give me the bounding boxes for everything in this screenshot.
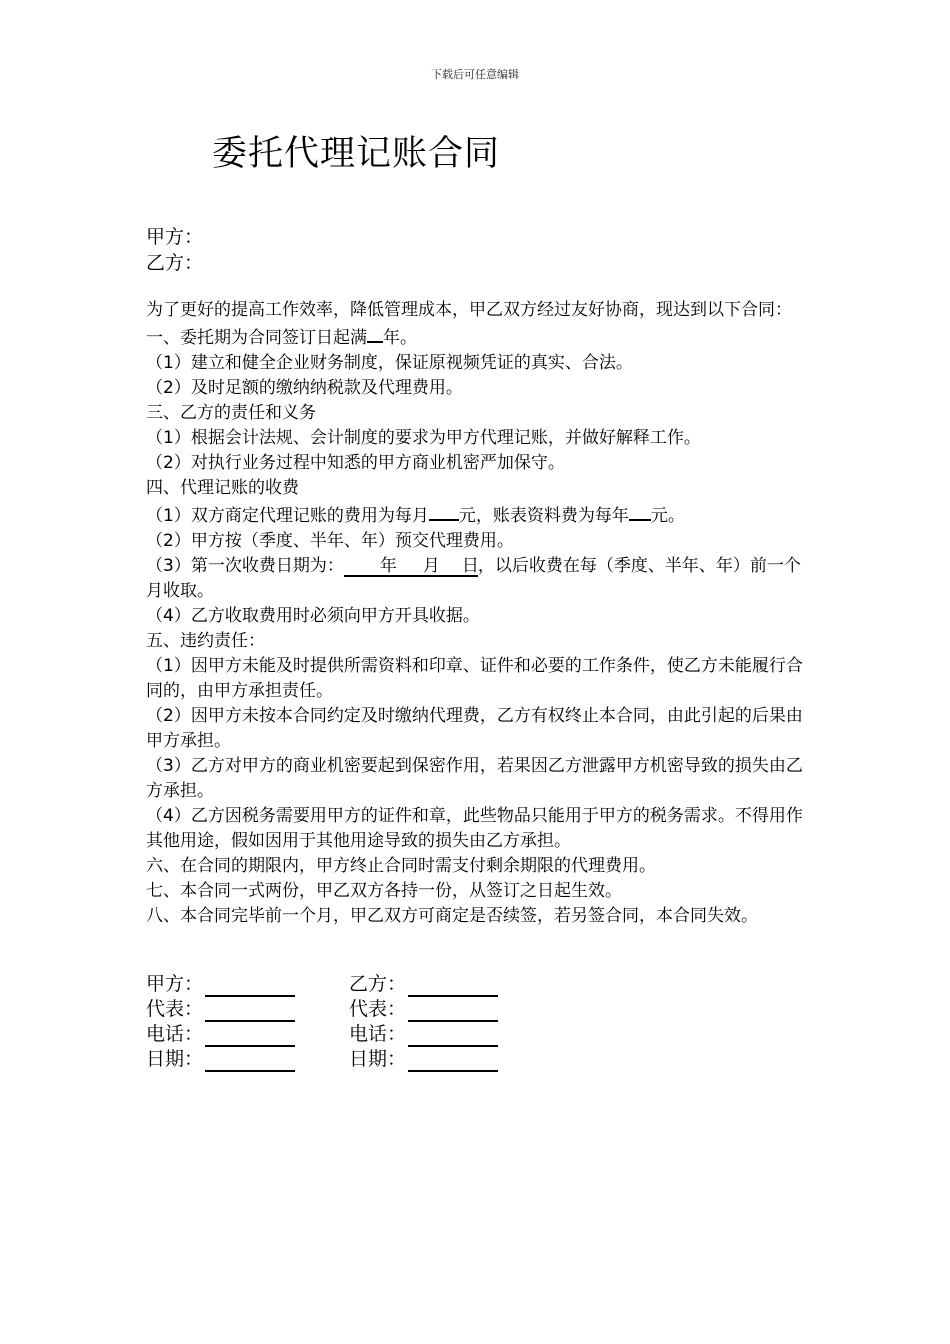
party-a-phone-blank[interactable]	[205, 1027, 295, 1047]
clause-5-heading: 五、违约责任：	[146, 631, 265, 651]
party-b-label: 乙方：	[146, 252, 204, 274]
party-a-label: 甲方：	[146, 226, 204, 248]
party-a-sign-label: 甲方：	[146, 973, 204, 995]
clause-4-item-4: （4）乙方收取费用时必须向甲方开具收据。	[146, 606, 480, 626]
signature-row	[146, 972, 552, 997]
contract-body	[146, 298, 810, 929]
party-a-sign-blank[interactable]	[205, 977, 295, 997]
signature-row	[146, 997, 552, 1022]
clause-1-text: 一、委托期为合同签订日起满	[146, 328, 367, 348]
fee-text-b: 元，账表资料费为每年	[458, 506, 629, 526]
party-a-rep-label: 代表：	[146, 998, 204, 1020]
first-payment-text: （3）第一次收费日期为：	[146, 556, 344, 576]
signature-row	[146, 1022, 552, 1047]
party-a-phone-label: 电话：	[146, 1023, 204, 1045]
party-a-rep-blank[interactable]	[205, 1002, 295, 1022]
party-b-rep-blank[interactable]	[408, 1002, 498, 1022]
date-year-label: 年	[379, 556, 397, 576]
parties-block	[146, 224, 203, 276]
clause-6: 六、在合同的期限内，甲方终止合同时需支付剩余期限的代理费用。	[146, 856, 656, 876]
clause-3-item-2: （2）对执行业务过程中知悉的甲方商业机密严加保守。	[146, 453, 565, 473]
page-header: 下载后可任意编辑	[431, 68, 519, 81]
party-b-date-blank[interactable]	[408, 1052, 498, 1072]
party-b-sign-blank[interactable]	[408, 977, 498, 997]
monthly-fee-blank[interactable]	[429, 501, 459, 521]
signature-row	[146, 1047, 552, 1072]
annual-fee-blank[interactable]	[629, 501, 651, 521]
clause-5-item-4: （4）乙方因税务需要用甲方的证件和章，此些物品只能用于甲方的税务需求。不得用作其他用途，假如因用于其他用途导致的损失由乙方承担。	[146, 806, 803, 851]
party-b-sign-label: 乙方：	[349, 973, 407, 995]
first-payment-date-blank[interactable]	[344, 557, 478, 577]
signature-block	[146, 972, 552, 1072]
date-month-label: 月	[422, 556, 440, 576]
clause-4-item-2: （2）甲方按（季度、半年、年）预交代理费用。	[146, 531, 514, 551]
party-b-rep-label: 代表：	[349, 998, 407, 1020]
clause-4-item-3	[146, 554, 810, 604]
clause-1-suffix: 年。	[383, 328, 417, 348]
clause-7: 七、本合同一式两份，甲乙双方各持一份，从签订之日起生效。	[146, 881, 622, 901]
clause-4-heading: 四、代理记账的收费	[146, 478, 299, 498]
party-a-date-blank[interactable]	[205, 1052, 295, 1072]
clause-5-item-1: （1）因甲方未能及时提供所需资料和印章、证件和必要的工作条件，使乙方未能履行合同的，由甲方承担责任。	[146, 656, 803, 701]
clause-1-item-2: （2）及时足额的缴纳纳税款及代理费用。	[146, 378, 463, 398]
clause-8: 八、本合同完毕前一个月，甲乙双方可商定是否续签，若另签合同，本合同失效。	[146, 906, 758, 926]
clause-1-item-1: （1）建立和健全企业财务制度，保证原视频凭证的真实、合法。	[146, 353, 633, 373]
party-b-date-label: 日期：	[349, 1048, 407, 1070]
first-payment-suffix: ，以后收费在每（季度、半年、年）前一个月收取。	[146, 556, 801, 601]
party-a-date-label: 日期：	[146, 1048, 204, 1070]
term-years-blank[interactable]	[367, 323, 383, 343]
intro-paragraph: 为了更好的提高工作效率，降低管理成本，甲乙双方经过友好协商，现达到以下合同：	[146, 300, 792, 320]
clause-1	[146, 323, 810, 351]
clause-3-item-1: （1）根据会计法规、会计制度的要求为甲方代理记账，并做好解释工作。	[146, 428, 701, 448]
clause-3-heading: 三、乙方的责任和义务	[146, 403, 316, 423]
party-b-phone-blank[interactable]	[408, 1027, 498, 1047]
fee-text-c: 元。	[650, 506, 685, 526]
clause-5-item-3: （3）乙方对甲方的商业机密要起到保密作用，若果因乙方泄露甲方机密导致的损失由乙方承担。	[146, 756, 803, 801]
clause-4-item-1	[146, 501, 810, 529]
clause-5-item-2: （2）因甲方未按本合同约定及时缴纳代理费，乙方有权终止本合同，由此引起的后果由甲方承担。	[146, 706, 803, 751]
document-title: 委托代理记账合同	[212, 134, 501, 174]
date-day-label: 日	[461, 556, 479, 576]
party-b-phone-label: 电话：	[349, 1023, 407, 1045]
fee-text-a: （1）双方商定代理记账的费用为每月	[146, 506, 429, 526]
